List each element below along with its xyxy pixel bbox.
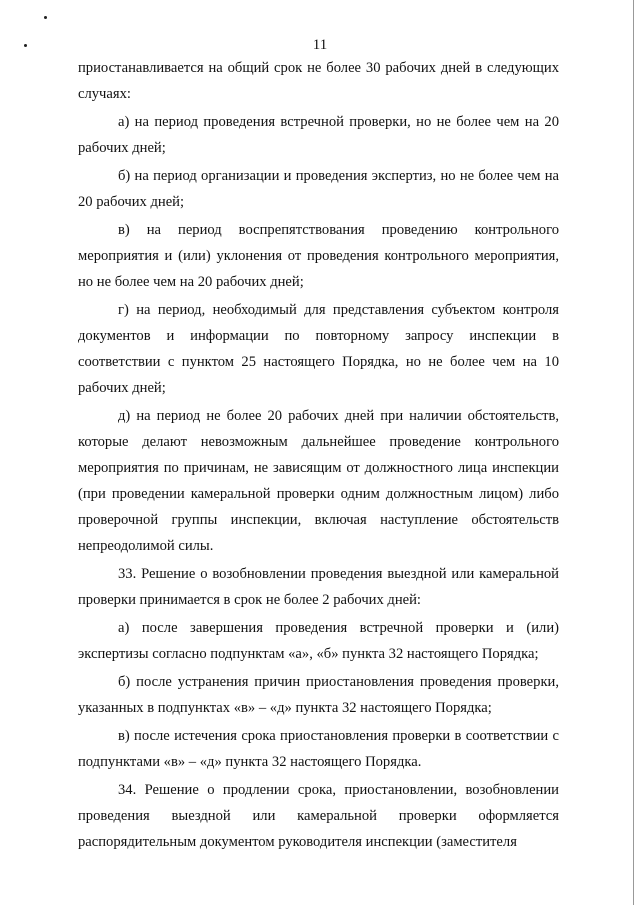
paragraph-33-item-b: б) после устранения причин приостановления проведения проверки, указанных в подпунктах «в» – «д» пункта 32 настоящего Порядка; [78, 674, 559, 716]
paragraph-33: 33. Решение о возобновлении проведения выездной или камеральной проверки принимается в срок не более 2 рабочих дней: [78, 566, 559, 608]
paragraph-33-item-v: в) после истечения срока приостановления проверки в соответствии с подпунктами «в» – «д» пункта 32 настоящего Порядка. [78, 728, 559, 770]
paragraph-item-v: в) на период воспрепятствования проведению контрольного мероприятия и (или) уклонения от проведения контрольного мероприятия, но не более чем на 20 рабочих дней; [78, 222, 559, 290]
paragraph-continuation: приостанавливается на общий срок не более 30 рабочих дней в следующих случаях: [78, 60, 559, 102]
paragraph-item-a: а) на период проведения встречной проверки, но не более чем на 20 рабочих дней; [78, 114, 559, 156]
paragraph-item-d: д) на период не более 20 рабочих дней при наличии обстоятельств, которые делают невозможным дальнейшее проведение контрольного мероприятия по причинам, не зависящим от должностного лица инспекции (при проведении камеральной проверки одним должностным лицом) либо проверочной группы инспекции, включая наступление обстоятельств непреодолимой силы. [78, 408, 559, 554]
page-number: 11 [312, 37, 328, 53]
paragraph-34: 34. Решение о продлении срока, приостановлении, возобновлении проведения выездной или камеральной проверки оформляется распорядительным документом руководителя инспекции (заместителя [78, 782, 559, 850]
paragraph-item-g: г) на период, необходимый для представления субъектом контроля документов и информации по повторному запросу инспекции в соответствии с пунктом 25 настоящего Порядка, но не более чем на 10 рабочих дней; [78, 302, 559, 396]
paragraph-item-b: б) на период организации и проведения экспертиз, но не более чем на 20 рабочих дней; [78, 168, 559, 210]
scan-speck [44, 16, 47, 19]
document-body [78, 55, 559, 855]
page-edge-line [633, 0, 634, 905]
paragraph-33-item-a: а) после завершения проведения встречной проверки и (или) экспертизы согласно подпунктам «а», «б» пункта 32 настоящего Порядка; [78, 620, 559, 662]
